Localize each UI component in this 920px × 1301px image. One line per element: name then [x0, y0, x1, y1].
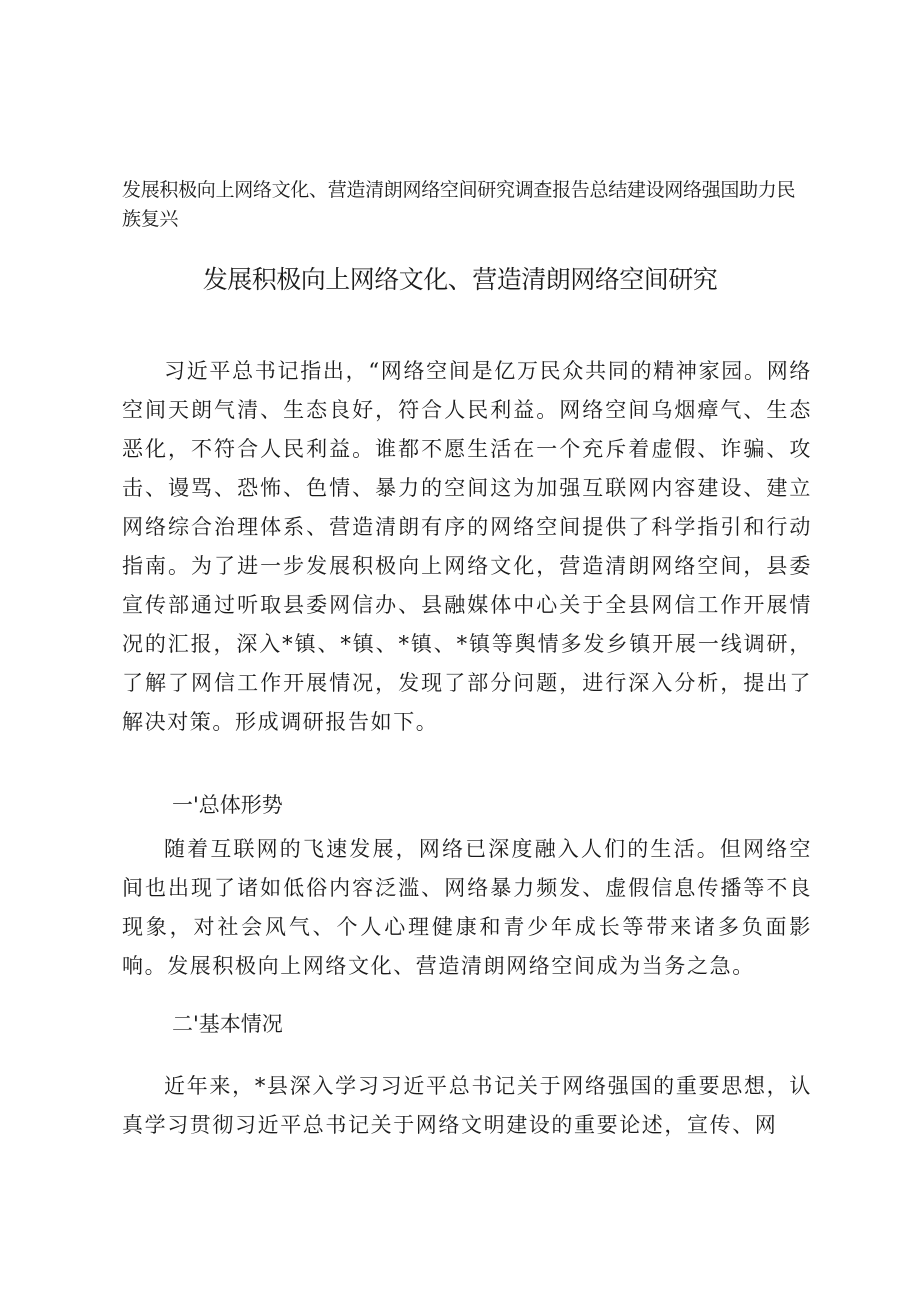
body-paragraph-overall-situation: 随着互联网的飞速发展，网络已深度融入人们的生活。但网络空间也出现了诸如低俗内容泛滥、网络暴力频发、虚假信息传播等不良现象，对社会风气、个人心理健康和青少年成长等带来诸多负面影响。发展积极向上网络文化、营造清朗网络空间成为当务之急。 [122, 837, 812, 978]
section-heading-basic-situation: 二'基本情况 [172, 1012, 283, 1036]
body-paragraph-basic-situation: 近年来，*县深入学习习近平总书记关于网络强国的重要思想，认真学习贯彻习近平总书记关于网络文明建设的重要论述，宣传、网 [122, 1074, 812, 1137]
body-paragraph-intro: 习近平总书记指出，“网络空间是亿万民众共同的精神家园。网络空间天朗气清、生态良好，符合人民利益。网络空间乌烟瘴气、生态恶化，不符合人民利益。谁都不愿生活在一个充斥着虚假、诈骗、攻击、谩骂、恐怖、色情、暴力的空间这为加强互联网内容建设、建立网络综合治理体系、营造清朗有序的网络空间提供了科学指引和行动指南。为了进一步发展积极向上网络文化，营造清朗网络空间，县委宣传部通过听取县委网信办、县融媒体中心关于全县网信工作开展情况的汇报，深入*镇、*镇、*镇、*镇等舆情多发乡镇开展一线调研，了解了网信工作开展情况，发现了部分问题，进行深入分析，提出了解决对策。形成调研报告如下。 [122, 359, 812, 734]
document-title: 发展积极向上网络文化、营造清朗网络空间研究 [202, 265, 718, 294]
section-heading-overall-situation: 一'总体形势 [172, 793, 283, 817]
document-header: 发展积极向上网络文化、营造清朗网络空间研究调查报告总结建设网络强国助力民族复兴 [122, 179, 796, 230]
